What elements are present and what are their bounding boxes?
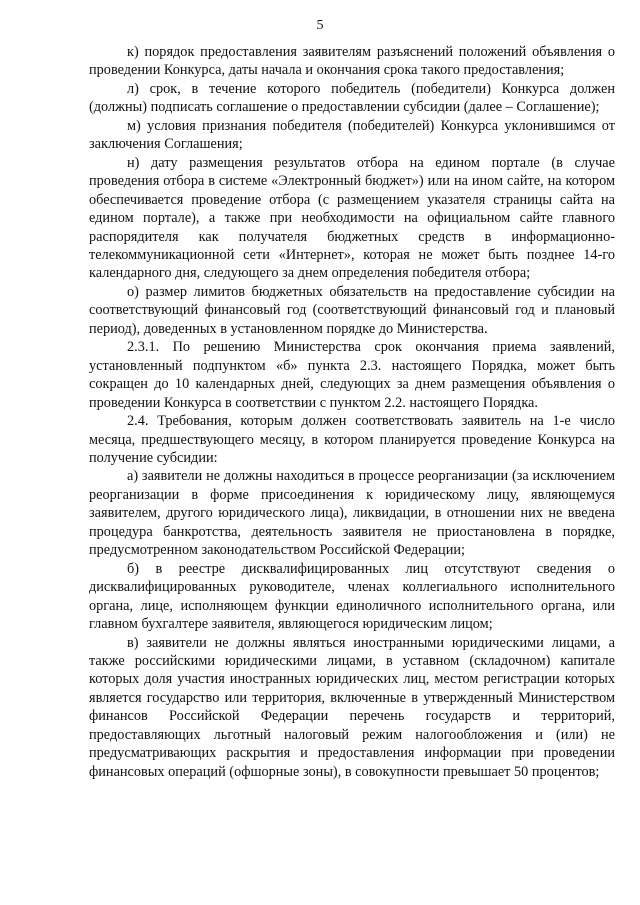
paragraph-k: к) порядок предоставления заявителям разъяснений положений объявления о проведении Конкурса, даты начала и окончания срока такого предоставления; — [89, 44, 615, 79]
paragraph-2-3-1: 2.3.1. По решению Министерства срок окончания приема заявлений, установленный подпунктом «б» пункта 2.3. настоящего Порядка, может быть сокращен до 10 календарных дней, следующих за днем размещения объявления о проведении Конкурса в соответствии с пунктом 2.2. настоящего Порядка. — [89, 339, 615, 411]
paragraph-2-4: 2.4. Требования, которым должен соответствовать заявитель на 1-е число месяца, предшествующего месяцу, в котором планируется проведение Конкурса на получение субсидии: — [89, 413, 615, 466]
paragraph-b: б) в реестре дисквалифицированных лиц отсутствуют сведения о дисквалифицированных руководителе, членах коллегиального исполнительного органа, лице, исполняющем функции единоличного исполнительного органа, или главном бухгалтере заявителя, являющегося юридическим лицом; — [89, 560, 615, 633]
paragraph-n: н) дату размещения результатов отбора на едином портале (в случае проведения отбора в системе «Электронный бюджет») или на ином сайте, на котором обеспечивается проведение отбора (с размещением указателя страницы сайта на едином портале), а также при необходимости на официальном сайте главного распорядителя как получателя бюджетных средств в информационно-телекоммуникационной сети «Интернет», которая не может быть позднее 14-го календарного дня, следующего за днем определения победителя отбора; — [89, 154, 615, 282]
page-number: 5 — [316, 18, 324, 33]
paragraph-o: о) размер лимитов бюджетных обязательств на предоставление субсидии на соответствующий финансовый год (соответствующий финансовый год и плановый период), доведенных в установленном порядке до Министерства. — [89, 283, 615, 337]
document-body — [89, 43, 615, 781]
paragraph-l: л) срок, в течение которого победитель (победители) Конкурса должен (должны) подписать соглашение о предоставлении субсидии (далее – Соглашение); — [89, 80, 615, 116]
paragraph-m: м) условия признания победителя (победителей) Конкурса уклонившимся от заключения Соглашения; — [89, 117, 615, 153]
paragraph-a: а) заявители не должны находиться в процессе реорганизации (за исключением реорганизации в форме присоединения к юридическому лицу, являющемуся заявителем, другого юридического лица), ликвидации, в отношении них не введена процедура банкротства, деятельность заявителя не приостановлена в порядке, предусмотренном законодательством Российской Федерации; — [89, 468, 615, 559]
paragraph-v: в) заявители не должны являться иностранными юридическими лицами, а также российскими юридическими лицами, в уставном (складочном) капитале которых доля участия иностранных юридических лиц, местом регистрации которых является государство или территория, включенные в утвержденный Министерством финансов Российской Федерации перечень государств и территорий, предоставляющих льготный налоговый режим налогообложения и (или) не предусматривающих раскрытия и предоставления информации при проведении финансовых операций (офшорные зоны), в совокупности превышает 50 процентов; — [89, 634, 615, 780]
